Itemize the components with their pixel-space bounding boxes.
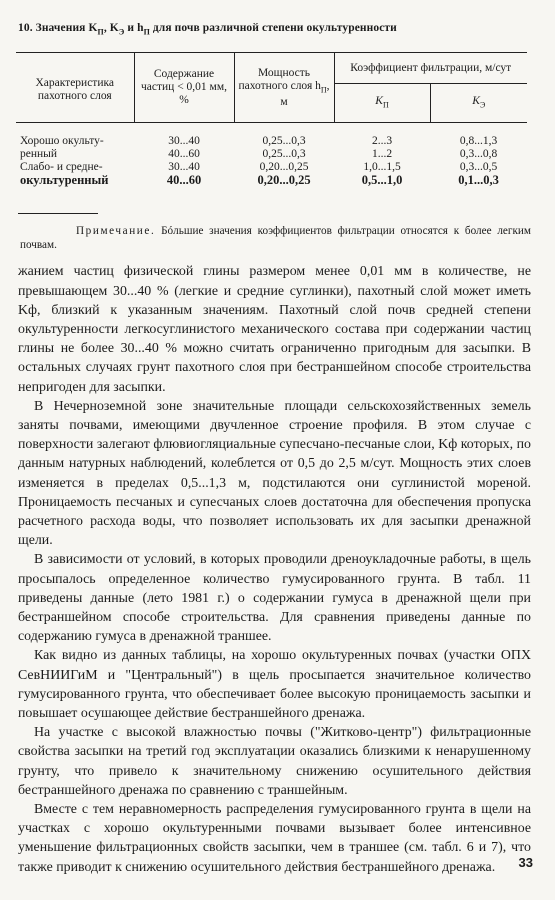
cell-content: 40...60 [166,173,202,188]
footnote-rule [18,213,98,214]
paragraph: жанием частиц физической глины размером менее 0,01 мм в количестве, не превышающем 30...40 % (легкие и средние суглинки), пахотный слой может иметь Kф, близкий к указанным значениям. Пахотный слой почв средней степени окультуренности легкосуглинистого механического состава при содержании частиц глины не более 30...40 % можно считать ограниченно пригодным для засыпки. В остальных случаях грунт пахотного слоя при бестраншейном способе строительства непригоден для засыпки. [18,264,531,395]
title-sub-h: П [143,27,150,37]
header-thickness [234,53,334,123]
title-mid1: , K [103,22,119,34]
cell-thickness: 0,20...0,25 [257,173,311,188]
header-thickness-main: Мощность пахотного слоя h [238,66,321,92]
cell-char: Хорошо окульту- [20,135,104,148]
header-ke [430,84,527,123]
cell-content: 30...40 [168,135,200,148]
title-sub-kp: П [97,27,104,37]
header-kp-sub: П [382,100,389,110]
cell-char: Слабо- и средне- [20,161,103,174]
cell-thickness: 0,25...0,3 [262,135,306,148]
paragraph: В зависимости от условий, в которых проводили дреноукладочные работы, в щель просыпалось определенное количество гумусированного грунта. В табл. 11 приведены данные (лето 1981 г.) о содержании гумуса в дренажной щели при бестраншейном способе строительства. Для сравнения приведены данные по содержанию гумуса в дренажной траншее. [18,552,531,645]
note-label: Примечание. [76,225,156,238]
cell-thickness: 0,25...0,3 [262,148,306,161]
header-thickness-sub: П [320,84,327,94]
header-kp [334,84,430,123]
cell-kp: 1,0...1,5 [363,161,401,174]
cell-ke: 0,1...0,3 [458,173,499,188]
header-ke-letter: K [472,95,480,108]
paragraph: На участке с высокой влажностью почвы ("Житково-центр") фильтрационные свойства засыпки на третий год эксплуатации оказались близкими к ненарушенному грунту, что привело к значительному снижению осушительного действия бестраншейного дренажа по сравнению с траншейным. [18,725,531,798]
header-filtration: Коэффициент фильтрации, м/сут [334,53,527,84]
title-sub-ke: Э [118,27,125,37]
data-table [16,52,527,187]
cell-content: 30...40 [168,161,200,174]
header-characteristic: Характеристика пахотного слоя [16,53,134,123]
paragraph: Как видно из данных таблицы, на хорошо окультуренных почвах (участки ОПХ СевНИИГиМ и "Центральный") в щель просыпается значительное количество гумусированного грунта, что обеспечивает более высокую проницаемость засыпки и повышает осушающее действие бестраншейного дренажа. [18,648,531,721]
header-thickness-unit: , м [280,79,330,108]
table-row [16,174,527,187]
table-note [20,224,531,252]
note-text: Бóльшие значения коэффициентов фильтрации относятся к более легким почвам. [20,225,531,252]
cell-content: 40...60 [168,148,200,161]
cell-thickness: 0,20...0,25 [259,161,309,174]
page [18,22,531,877]
paragraph: Вместе с тем неравномерность распределения гумусированного грунта в щели на участках с хорошо окультуренными почвами вызывает более интенсивное уменьшение фильтрационных свойств засыпки, чем в траншее (см. табл. 6 и 7), что также приводит к снижению осушительного действия бестраншейного дренажа. [18,801,531,875]
cell-char: ренный [20,148,58,161]
cell-char: окультуренный [20,173,109,188]
cell-kp: 2...3 [371,135,393,148]
page-number: 33 [518,855,533,870]
header-content: Содержание частиц < 0,01 мм, % [134,53,234,123]
paragraph: В Нечерноземной зоне значительные площади сельскохозяйственных земель заняты почвами, имеющими двучленное строение профиля. В этом случае с поверхности залегают флювиогляциальные супесчано-песчаные слои, Kф которых, по данным натурных наблюдений, колеблется от 0,5 до 2,5 м/сут. Мощность этих слоев изменяется в пределах 0,5...1,3 м, подстилаются они суглинистой мореной. Проницаемость песчаных и супесчаных слоев достаточна для обеспечения пропуска расчетного расхода воды, что позволяет использовать их для засыпки дренажной щели. [18,398,531,549]
cell-ke: 0,8...1,3 [459,135,498,148]
table-row [16,135,527,148]
title-suffix: для почв различной степени окультуренности [149,22,397,34]
title-prefix: 10. Значения K [18,22,98,34]
title-mid2: и h [124,22,144,34]
body-text [18,262,531,877]
header-kp-letter: K [375,95,383,108]
table-title [18,22,531,36]
header-ke-sub: Э [479,100,486,110]
cell-ke: 0,3...0,8 [459,148,498,161]
table-row [16,148,527,161]
cell-ke: 0,3...0,5 [459,161,498,174]
cell-kp: 1...2 [371,148,393,161]
cell-kp: 0,5...1,0 [361,173,403,188]
